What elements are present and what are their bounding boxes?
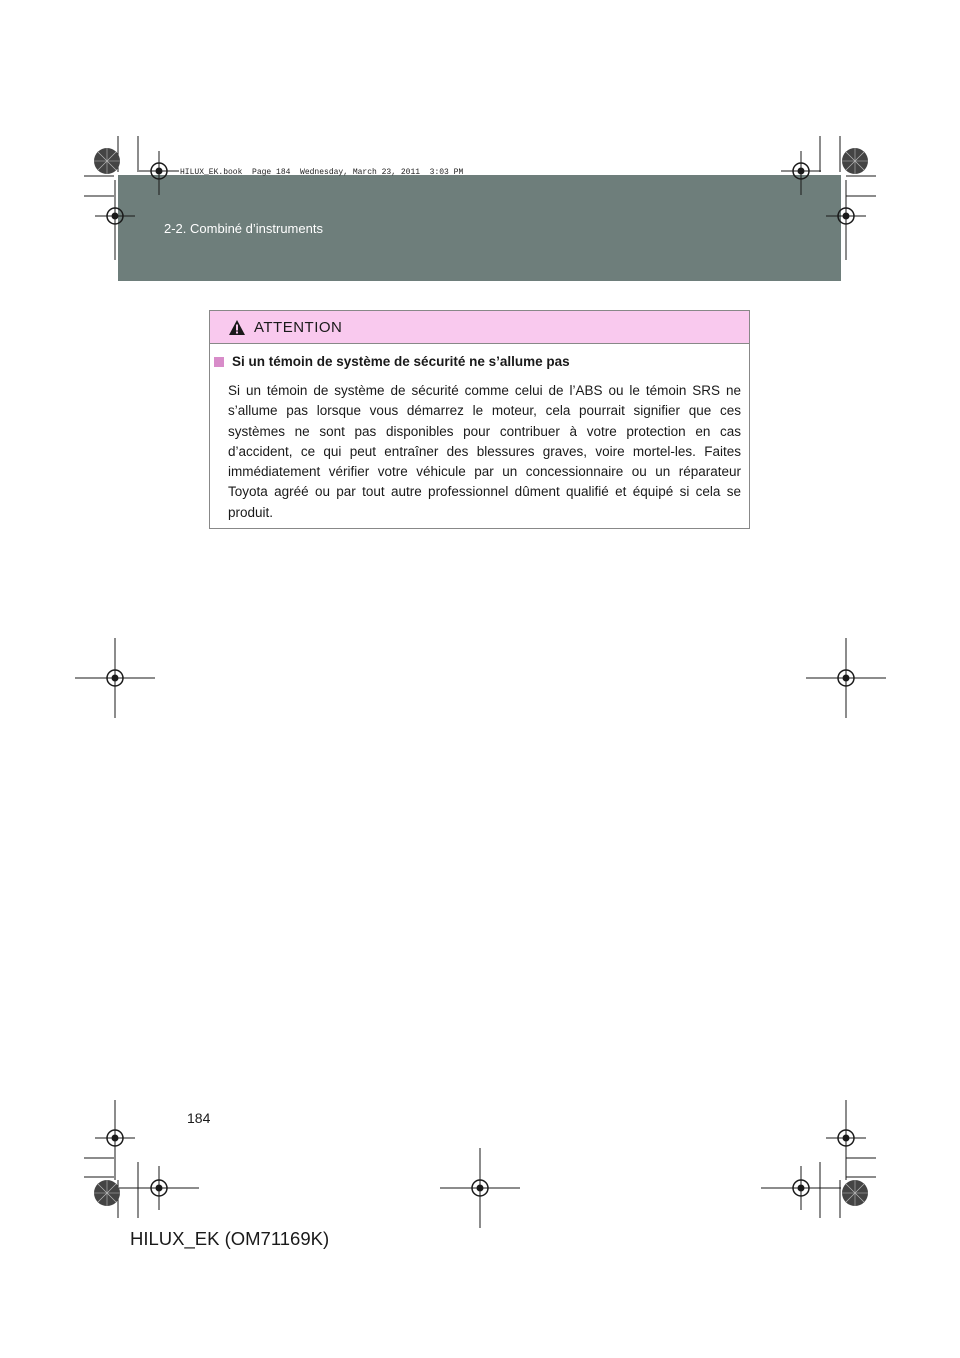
section-title: 2-2. Combiné d’instruments [164,221,323,236]
starburst-mark-icon [92,146,122,176]
book-stamp: HILUX_EK.book Page 184 Wednesday, March 23, 2011 3:03 PM [180,168,464,177]
warning-item-body: Si un témoin de système de sécurité comme celui de l’ABS ou le témoin SRS ne s’allume pas lorsque vous démarrez le moteur, cela pourrait signifier que ces systèmes ne sont pas disponibles pour contribuer à votre protection en cas d’accident, ce qui peut entraîner des blessures graves, voire mortel-les. Faites immédiatement vérifier votre véhicule par un concessionnaire ou un réparateur Toyota agréé ou par tout autre professionnel dûment qualifié et équipé si cela se produit. [228,383,741,520]
starburst-mark-icon [840,146,870,176]
bullet-square-icon [214,357,224,367]
warning-header [210,311,749,344]
starburst-mark-icon [92,1178,122,1208]
crosshair-target-icon [139,151,179,195]
crosshair-target-icon [806,638,886,718]
crosshair-target-icon [826,180,866,260]
crosshair-target-icon [761,1166,841,1210]
warning-triangle-icon [228,319,246,336]
warning-box [209,310,750,529]
page-number: 184 [187,1110,211,1126]
warning-title: ATTENTION [254,318,343,336]
crosshair-target-icon [781,151,821,195]
crosshair-target-icon [75,638,155,718]
crosshair-target-icon [95,180,135,260]
starburst-mark-icon [840,1178,870,1208]
warning-item-title-text: Si un témoin de système de sécurité ne s’allume pas [232,354,570,369]
crosshair-target-icon [119,1166,199,1210]
crosshair-target-icon [440,1148,520,1228]
model-code: HILUX_EK (OM71169K) [130,1228,330,1249]
warning-item-title [214,354,741,369]
